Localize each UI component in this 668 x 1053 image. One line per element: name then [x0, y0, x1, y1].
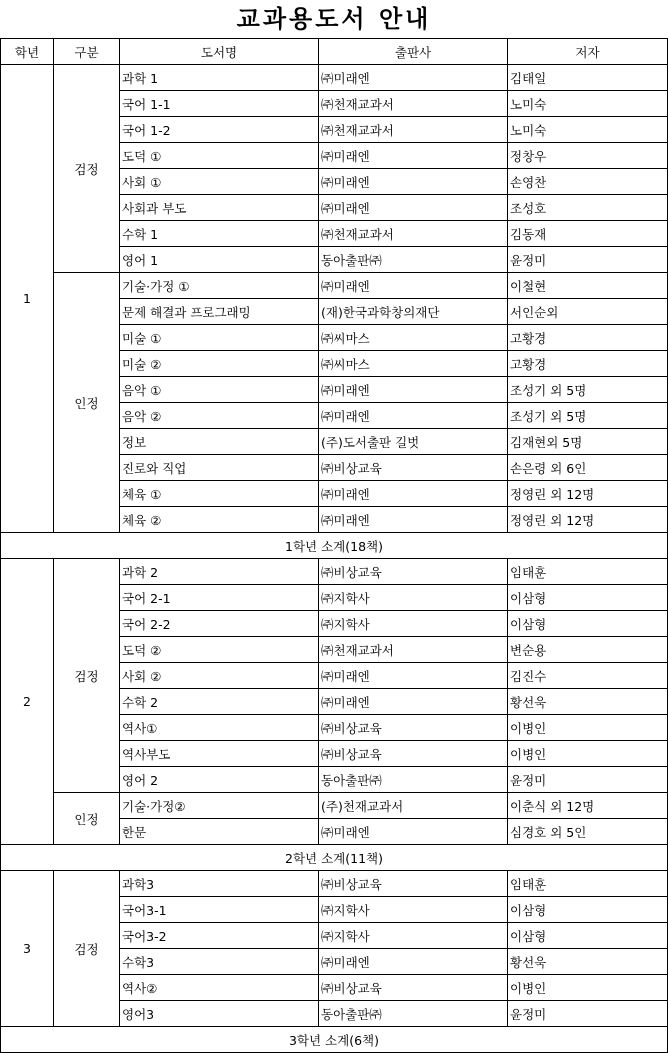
book-title-cell: 국어 1-1 [120, 91, 319, 117]
publisher-cell: ㈜미래엔 [319, 663, 508, 689]
publisher-cell: ㈜지학사 [319, 585, 508, 611]
author-cell: 윤정미 [508, 1001, 668, 1027]
author-cell: 서인순외 [508, 299, 668, 325]
publisher-cell: ㈜미래엔 [319, 403, 508, 429]
book-title-cell: 사회 ① [120, 169, 319, 195]
book-title-cell: 기술·가정② [120, 793, 319, 819]
book-title-cell: 음악 ② [120, 403, 319, 429]
book-title-cell: 영어 2 [120, 767, 319, 793]
book-title-cell: 과학3 [120, 871, 319, 897]
author-cell: 윤정미 [508, 247, 668, 273]
author-cell: 이병인 [508, 975, 668, 1001]
author-cell: 이삼형 [508, 923, 668, 949]
author-cell: 황선욱 [508, 689, 668, 715]
publisher-cell: ㈜천재교과서 [319, 117, 508, 143]
table-header-row [1, 39, 668, 65]
author-cell: 황선욱 [508, 949, 668, 975]
author-cell: 이춘식 외 12명 [508, 793, 668, 819]
author-cell: 김재현외 5명 [508, 429, 668, 455]
subtotal-row [1, 845, 668, 871]
publisher-cell: ㈜지학사 [319, 897, 508, 923]
author-cell: 노미숙 [508, 117, 668, 143]
book-title-cell: 기술·가정 ① [120, 273, 319, 299]
publisher-cell: ㈜미래엔 [319, 169, 508, 195]
category-cell: 인정 [54, 273, 120, 533]
author-cell: 손영찬 [508, 169, 668, 195]
publisher-cell: ㈜지학사 [319, 611, 508, 637]
book-title-cell: 미술 ① [120, 325, 319, 351]
publisher-cell: ㈜비상교육 [319, 975, 508, 1001]
book-title-cell: 과학 2 [120, 559, 319, 585]
publisher-cell: ㈜비상교육 [319, 559, 508, 585]
book-title-cell: 체육 ① [120, 481, 319, 507]
publisher-cell: ㈜미래엔 [319, 377, 508, 403]
book-title-cell: 영어3 [120, 1001, 319, 1027]
book-title-cell: 국어 2-1 [120, 585, 319, 611]
publisher-cell: ㈜천재교과서 [319, 221, 508, 247]
author-cell: 조성호 [508, 195, 668, 221]
author-cell: 손은령 외 6인 [508, 455, 668, 481]
publisher-cell: ㈜미래엔 [319, 143, 508, 169]
author-cell: 김동재 [508, 221, 668, 247]
book-title-cell: 진로와 직업 [120, 455, 319, 481]
publisher-cell: ㈜미래엔 [319, 689, 508, 715]
table-row [1, 871, 668, 897]
publisher-cell: ㈜지학사 [319, 923, 508, 949]
book-title-cell: 정보 [120, 429, 319, 455]
author-cell: 심경호 외 5인 [508, 819, 668, 845]
textbook-table [0, 38, 668, 1053]
book-title-cell: 과학 1 [120, 65, 319, 91]
author-cell: 정창우 [508, 143, 668, 169]
author-cell: 고황경 [508, 325, 668, 351]
author-cell: 고황경 [508, 351, 668, 377]
book-title-cell: 국어 2-2 [120, 611, 319, 637]
table-row [1, 793, 668, 819]
category-cell: 인정 [54, 793, 120, 845]
author-cell: 윤정미 [508, 767, 668, 793]
publisher-cell: ㈜씨마스 [319, 351, 508, 377]
publisher-cell: ㈜천재교과서 [319, 91, 508, 117]
publisher-cell: 동아출판㈜ [319, 1001, 508, 1027]
publisher-cell: ㈜비상교육 [319, 455, 508, 481]
book-title-cell: 역사부도 [120, 741, 319, 767]
author-cell: 임태훈 [508, 871, 668, 897]
book-title-cell: 도덕 ① [120, 143, 319, 169]
publisher-cell: ㈜미래엔 [319, 273, 508, 299]
author-cell: 이병인 [508, 715, 668, 741]
book-title-cell: 체육 ② [120, 507, 319, 533]
author-cell: 정영린 외 12명 [508, 507, 668, 533]
author-cell: 변순용 [508, 637, 668, 663]
table-row [1, 559, 668, 585]
publisher-cell: ㈜미래엔 [319, 949, 508, 975]
author-cell: 정영린 외 12명 [508, 481, 668, 507]
author-cell: 이삼형 [508, 897, 668, 923]
table-row [1, 65, 668, 91]
book-title-cell: 국어3-2 [120, 923, 319, 949]
grade-cell: 1 [1, 65, 54, 533]
author-cell: 김태일 [508, 65, 668, 91]
author-cell: 김진수 [508, 663, 668, 689]
publisher-cell: ㈜미래엔 [319, 195, 508, 221]
subtotal-cell: 2학년 소계(11책) [1, 845, 668, 871]
book-title-cell: 영어 1 [120, 247, 319, 273]
book-title-cell: 수학 2 [120, 689, 319, 715]
header-publisher: 출판사 [319, 39, 508, 65]
book-title-cell: 국어3-1 [120, 897, 319, 923]
subtotal-row [1, 533, 668, 559]
book-title-cell: 한문 [120, 819, 319, 845]
author-cell: 조성기 외 5명 [508, 377, 668, 403]
publisher-cell: ㈜천재교과서 [319, 637, 508, 663]
publisher-cell: ㈜미래엔 [319, 65, 508, 91]
publisher-cell: (주)천재교과서 [319, 793, 508, 819]
header-author: 저자 [508, 39, 668, 65]
grade-cell: 2 [1, 559, 54, 845]
author-cell: 조성기 외 5명 [508, 403, 668, 429]
publisher-cell: ㈜비상교육 [319, 715, 508, 741]
table-body [1, 65, 668, 1053]
author-cell: 이삼형 [508, 585, 668, 611]
book-title-cell: 사회 ② [120, 663, 319, 689]
subtotal-cell: 1학년 소계(18책) [1, 533, 668, 559]
book-title-cell: 미술 ② [120, 351, 319, 377]
table-row [1, 273, 668, 299]
publisher-cell: ㈜미래엔 [319, 819, 508, 845]
category-cell: 검정 [54, 65, 120, 273]
author-cell: 이삼형 [508, 611, 668, 637]
subtotal-row [1, 1027, 668, 1053]
publisher-cell: ㈜씨마스 [319, 325, 508, 351]
book-title-cell: 역사② [120, 975, 319, 1001]
author-cell: 이철현 [508, 273, 668, 299]
header-book-title: 도서명 [120, 39, 319, 65]
header-category: 구분 [54, 39, 120, 65]
grade-cell: 3 [1, 871, 54, 1027]
publisher-cell: ㈜비상교육 [319, 871, 508, 897]
book-title-cell: 수학 1 [120, 221, 319, 247]
header-grade: 학년 [1, 39, 54, 65]
page-title: 교과용도서 안내 [236, 5, 432, 33]
book-title-cell: 사회과 부도 [120, 195, 319, 221]
book-title-cell: 음악 ① [120, 377, 319, 403]
book-title-cell: 역사① [120, 715, 319, 741]
publisher-cell: ㈜비상교육 [319, 741, 508, 767]
book-title-cell: 국어 1-2 [120, 117, 319, 143]
publisher-cell: (주)도서출판 길벗 [319, 429, 508, 455]
author-cell: 임태훈 [508, 559, 668, 585]
book-title-cell: 도덕 ② [120, 637, 319, 663]
publisher-cell: (재)한국과학창의재단 [319, 299, 508, 325]
category-cell: 검정 [54, 871, 120, 1027]
book-title-cell: 수학3 [120, 949, 319, 975]
author-cell: 이병인 [508, 741, 668, 767]
publisher-cell: ㈜미래엔 [319, 481, 508, 507]
author-cell: 노미숙 [508, 91, 668, 117]
category-cell: 검정 [54, 559, 120, 793]
publisher-cell: ㈜미래엔 [319, 507, 508, 533]
subtotal-cell: 3학년 소계(6책) [1, 1027, 668, 1053]
book-title-cell: 문제 해결과 프로그래밍 [120, 299, 319, 325]
publisher-cell: 동아출판㈜ [319, 247, 508, 273]
publisher-cell: 동아출판㈜ [319, 767, 508, 793]
